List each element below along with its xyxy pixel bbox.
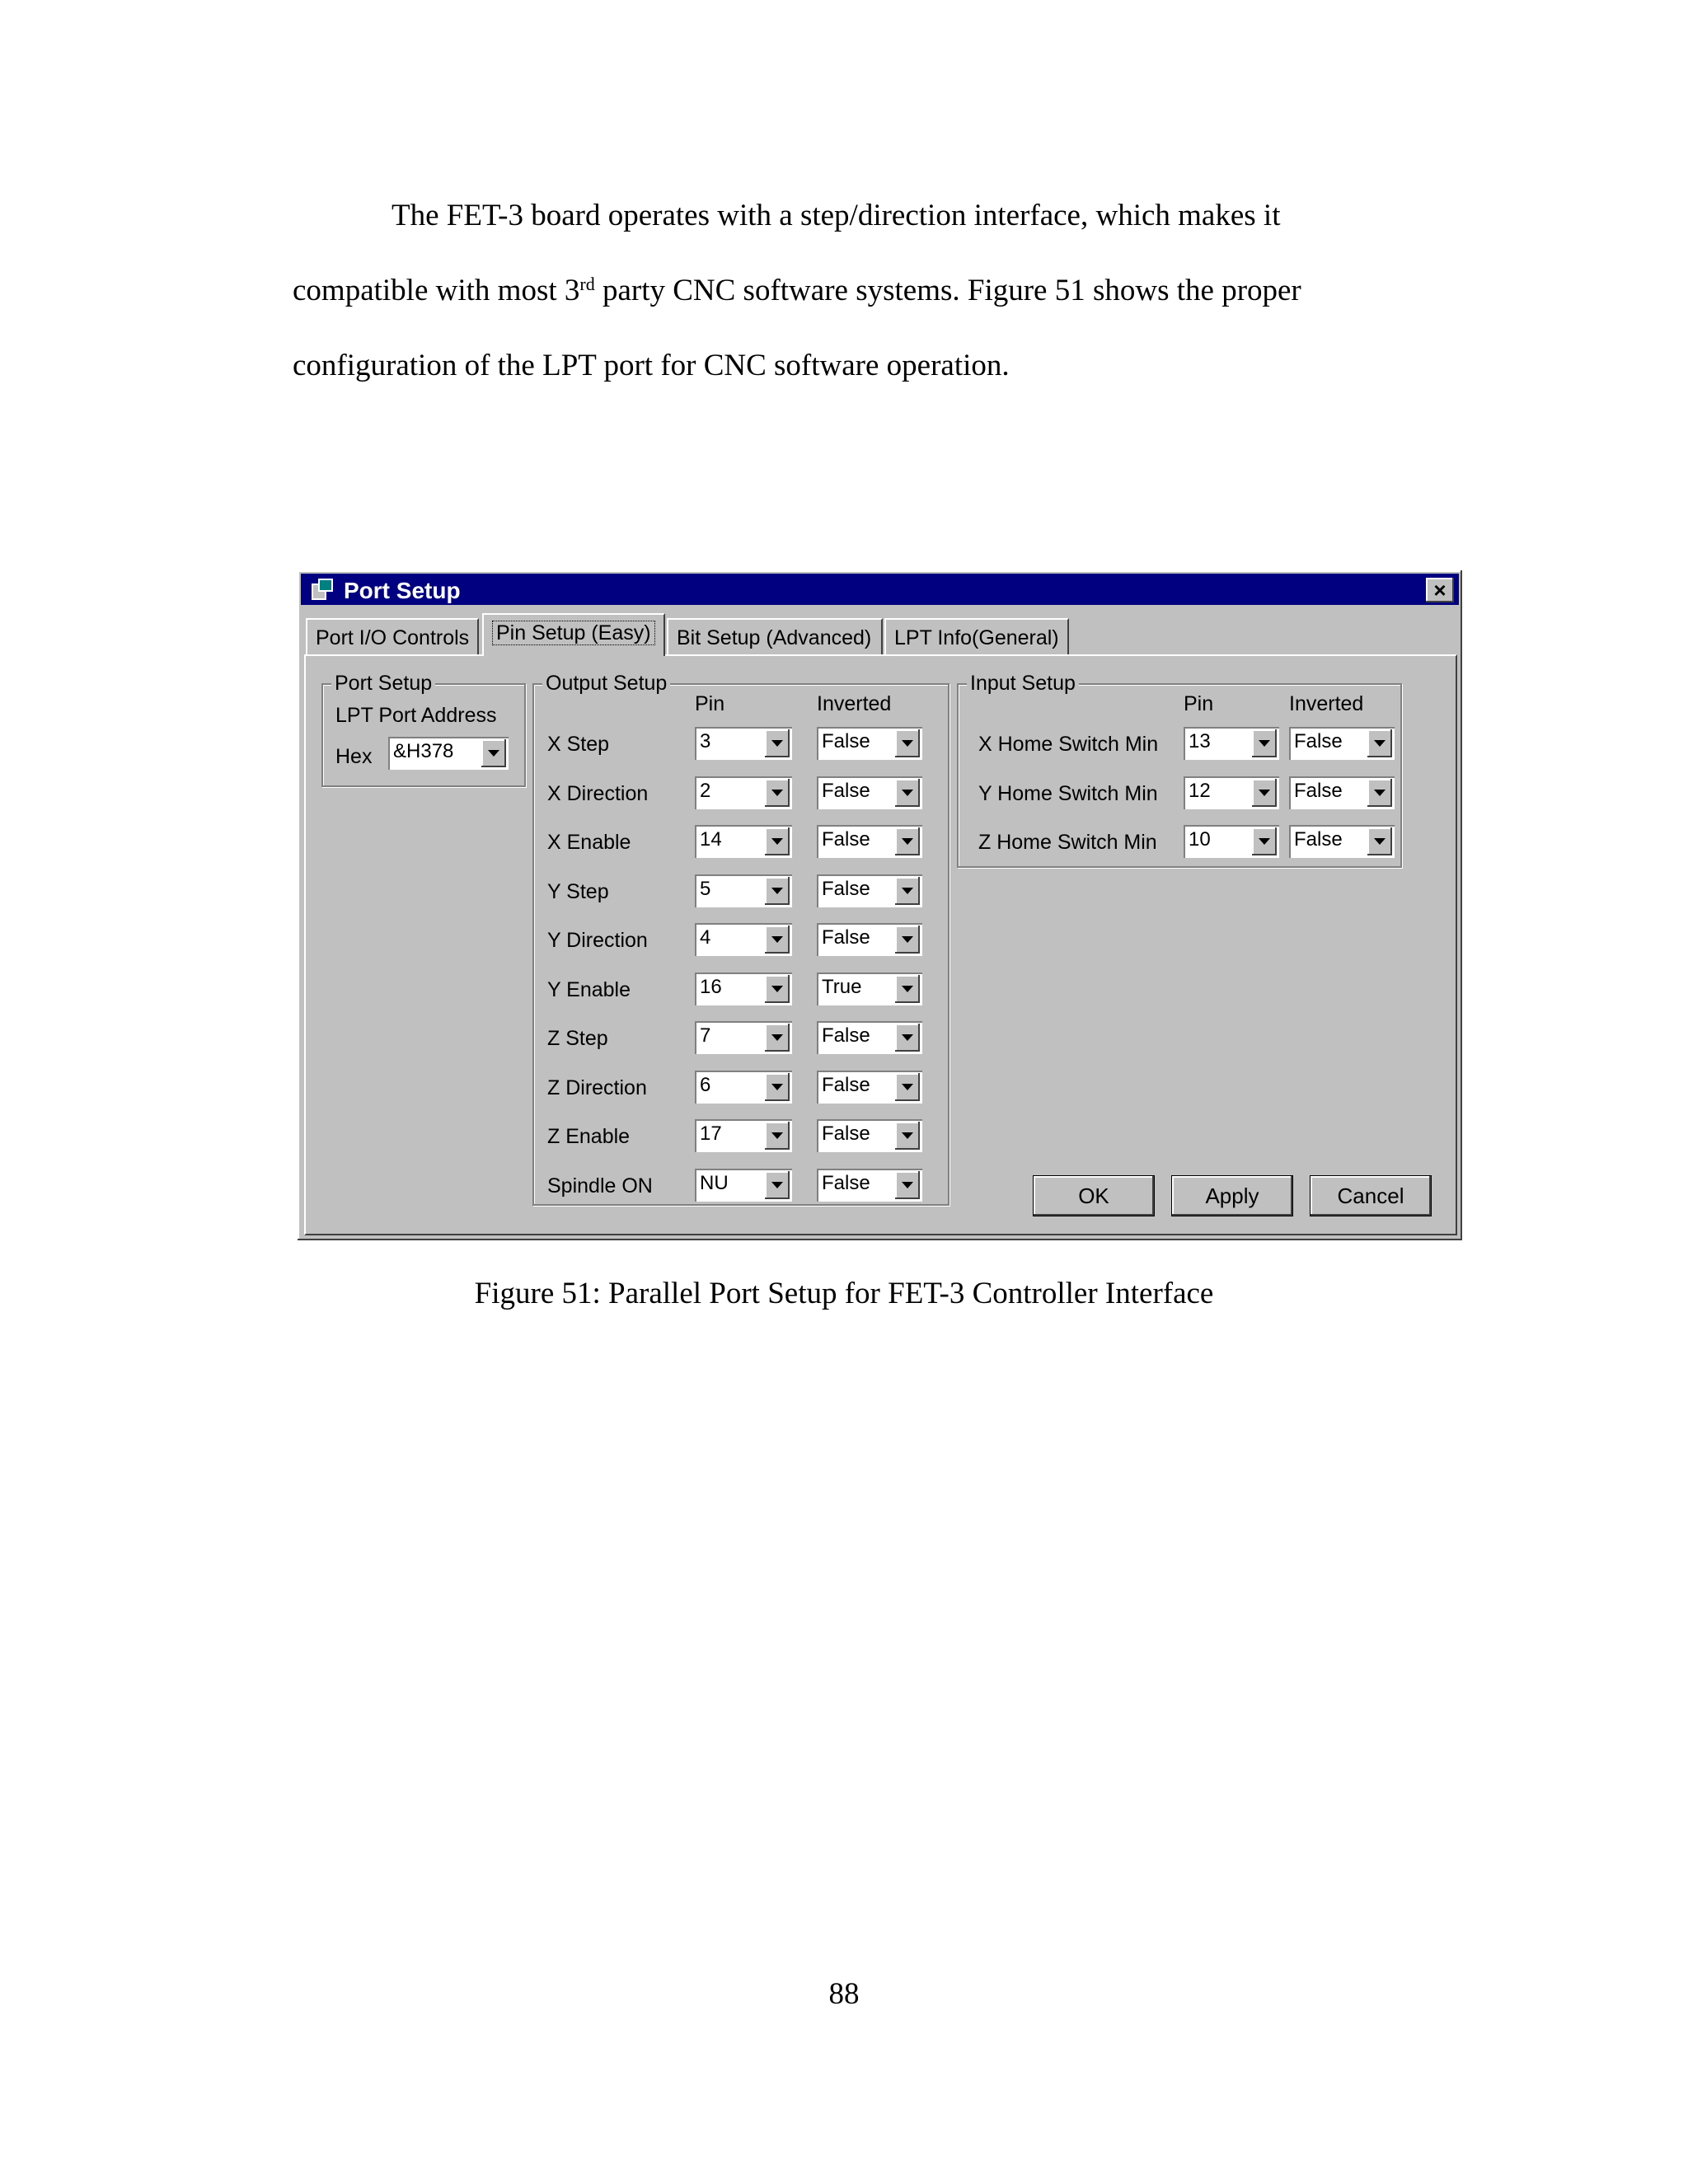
lpt-port-address-label: LPT Port Address: [335, 704, 497, 727]
output-inverted-combo[interactable]: [817, 776, 922, 809]
title-bar[interactable]: [301, 574, 1459, 605]
chevron-down-icon[interactable]: [765, 877, 790, 905]
output-row-label: Y Enable: [547, 977, 631, 1001]
output-row-label: Spindle ON: [547, 1174, 653, 1197]
output-inverted-combo[interactable]: [817, 1071, 922, 1104]
chevron-down-icon[interactable]: [765, 779, 790, 807]
chevron-down-icon[interactable]: [895, 926, 920, 954]
output-pin-combo-value: 5: [700, 877, 711, 900]
chevron-down-icon[interactable]: [895, 827, 920, 855]
output-inverted-combo[interactable]: [817, 1119, 922, 1152]
chevron-down-icon[interactable]: [765, 1171, 790, 1199]
hex-address-value: &H378: [393, 740, 454, 762]
output-row-label: Y Direction: [547, 929, 648, 952]
ok-button[interactable]: OK: [1034, 1176, 1154, 1216]
dialog-title: Port Setup: [344, 578, 461, 603]
input-row-label: X Home Switch Min: [978, 733, 1159, 756]
input-pin-combo[interactable]: [1184, 727, 1279, 760]
output-pin-combo[interactable]: [695, 776, 792, 809]
output-pin-combo[interactable]: [695, 874, 792, 907]
chevron-down-icon[interactable]: [895, 1171, 920, 1199]
paragraph-line-2-start: compatible with most 3: [293, 274, 580, 307]
paragraph-line-3: configuration of the LPT port for CNC software operation.: [293, 349, 1010, 382]
input-inverted-combo[interactable]: [1289, 776, 1395, 809]
output-inverted-combo-value: False: [822, 926, 870, 949]
output-pin-combo-value: 7: [700, 1024, 711, 1047]
output-pin-header: Pin: [695, 692, 725, 715]
chevron-down-icon[interactable]: [1252, 827, 1277, 855]
output-inverted-combo[interactable]: [817, 825, 922, 858]
close-icon[interactable]: ×: [1426, 578, 1454, 602]
chevron-down-icon[interactable]: [1367, 827, 1392, 855]
chevron-down-icon[interactable]: [1252, 779, 1277, 807]
chevron-down-icon[interactable]: [765, 1073, 790, 1101]
chevron-down-icon[interactable]: [765, 975, 790, 1003]
output-pin-combo[interactable]: [695, 727, 792, 760]
output-pin-combo-value: 3: [700, 730, 711, 752]
chevron-down-icon[interactable]: [481, 739, 506, 767]
input-pin-header: Pin: [1184, 692, 1214, 715]
page-number: 88: [828, 1977, 860, 2011]
chevron-down-icon[interactable]: [1367, 779, 1392, 807]
output-pin-combo-value: 14: [700, 828, 722, 851]
chevron-down-icon[interactable]: [895, 975, 920, 1003]
output-inverted-combo[interactable]: [817, 1021, 922, 1054]
input-pin-combo-value: 12: [1189, 779, 1211, 802]
output-pin-combo[interactable]: [695, 923, 792, 956]
chevron-down-icon[interactable]: [765, 926, 790, 954]
output-pin-combo-value: 16: [700, 975, 722, 998]
chevron-down-icon[interactable]: [1367, 729, 1392, 757]
output-row-label: X Direction: [547, 781, 649, 805]
input-inverted-header: Inverted: [1289, 692, 1364, 715]
output-inverted-combo[interactable]: [817, 972, 922, 1005]
input-inverted-combo-value: False: [1294, 779, 1343, 802]
output-inverted-combo[interactable]: [817, 727, 922, 760]
app-icon: [311, 578, 335, 601]
chevron-down-icon[interactable]: [765, 729, 790, 757]
port-setup-group: [321, 672, 526, 787]
chevron-down-icon[interactable]: [1252, 729, 1277, 757]
output-row-label: Z Direction: [547, 1076, 647, 1099]
chevron-down-icon[interactable]: [895, 779, 920, 807]
paragraph-line-2: [293, 253, 1397, 328]
hex-label: Hex: [335, 745, 373, 768]
output-inverted-combo[interactable]: [817, 1169, 922, 1202]
output-pin-combo[interactable]: [695, 1169, 792, 1202]
tab-lpt-info-general[interactable]: LPT Info(General): [884, 618, 1069, 654]
output-pin-combo-value: NU: [700, 1171, 729, 1194]
output-pin-combo-value: 4: [700, 926, 711, 949]
paragraph-line-2-end: party CNC software systems. Figure 51 shows the proper: [594, 274, 1301, 307]
output-inverted-combo-value: False: [822, 779, 870, 802]
chevron-down-icon[interactable]: [765, 1024, 790, 1052]
chevron-down-icon[interactable]: [765, 1122, 790, 1150]
input-inverted-combo-value: False: [1294, 828, 1343, 851]
output-inverted-combo-value: False: [822, 1024, 870, 1047]
output-pin-combo-value: 2: [700, 779, 711, 802]
chevron-down-icon[interactable]: [895, 1122, 920, 1150]
output-pin-combo[interactable]: [695, 825, 792, 858]
output-pin-combo-value: 17: [700, 1122, 722, 1145]
output-inverted-combo-value: False: [822, 828, 870, 851]
figure-caption: Figure 51: Parallel Port Setup for FET-3 Controller Interface: [474, 1277, 1214, 1310]
tab-pin-setup-easy[interactable]: [482, 613, 665, 656]
chevron-down-icon[interactable]: [895, 877, 920, 905]
chevron-down-icon[interactable]: [895, 1024, 920, 1052]
apply-button[interactable]: Apply: [1172, 1176, 1292, 1216]
chevron-down-icon[interactable]: [765, 827, 790, 855]
input-inverted-combo-value: False: [1294, 730, 1343, 752]
output-inverted-combo-value: True: [822, 975, 862, 998]
input-pin-combo[interactable]: [1184, 776, 1279, 809]
hex-address-combo[interactable]: [388, 737, 509, 770]
input-setup-title: Input Setup: [967, 672, 1079, 696]
tab-port-io-controls[interactable]: Port I/O Controls: [306, 618, 479, 654]
input-pin-combo-value: 10: [1189, 828, 1211, 851]
output-inverted-combo-value: False: [822, 1171, 870, 1194]
output-row-label: X Step: [547, 733, 610, 756]
output-pin-combo-value: 6: [700, 1073, 711, 1096]
paragraph-line-1: The FET-3 board operates with a step/direction interface, which makes it: [392, 199, 1281, 232]
output-row-label: Z Enable: [547, 1125, 631, 1148]
output-row-label: X Enable: [547, 831, 631, 854]
input-row-label: Y Home Switch Min: [978, 781, 1158, 805]
tab-bit-setup-advanced[interactable]: Bit Setup (Advanced): [667, 618, 883, 654]
port-setup-title: Port Setup: [331, 672, 435, 696]
output-inverted-combo-value: False: [822, 730, 870, 752]
output-inverted-combo-value: False: [822, 1122, 870, 1145]
output-inverted-header: Inverted: [817, 692, 892, 715]
output-row-label: Z Step: [547, 1027, 608, 1050]
port-setup-dialog: [298, 570, 1462, 1240]
tab-pin-setup-label: Pin Setup (Easy): [492, 621, 655, 645]
output-row-label: Y Step: [547, 879, 609, 903]
input-pin-combo[interactable]: [1184, 825, 1279, 858]
output-pin-combo[interactable]: [695, 1021, 792, 1054]
chevron-down-icon[interactable]: [895, 729, 920, 757]
output-inverted-combo-value: False: [822, 877, 870, 900]
output-setup-title: Output Setup: [542, 672, 670, 696]
chevron-down-icon[interactable]: [895, 1073, 920, 1101]
output-pin-combo[interactable]: [695, 972, 792, 1005]
output-inverted-combo-value: False: [822, 1073, 870, 1096]
cancel-button[interactable]: Cancel: [1311, 1176, 1431, 1216]
input-inverted-combo[interactable]: [1289, 825, 1395, 858]
input-row-label: Z Home Switch Min: [978, 831, 1157, 854]
body-paragraph: [293, 178, 1397, 403]
input-inverted-combo[interactable]: [1289, 727, 1395, 760]
output-pin-combo[interactable]: [695, 1071, 792, 1104]
input-pin-combo-value: 13: [1189, 730, 1211, 752]
output-inverted-combo[interactable]: [817, 874, 922, 907]
output-inverted-combo[interactable]: [817, 923, 922, 956]
ordinal-superscript: rd: [579, 274, 595, 294]
output-pin-combo[interactable]: [695, 1119, 792, 1152]
